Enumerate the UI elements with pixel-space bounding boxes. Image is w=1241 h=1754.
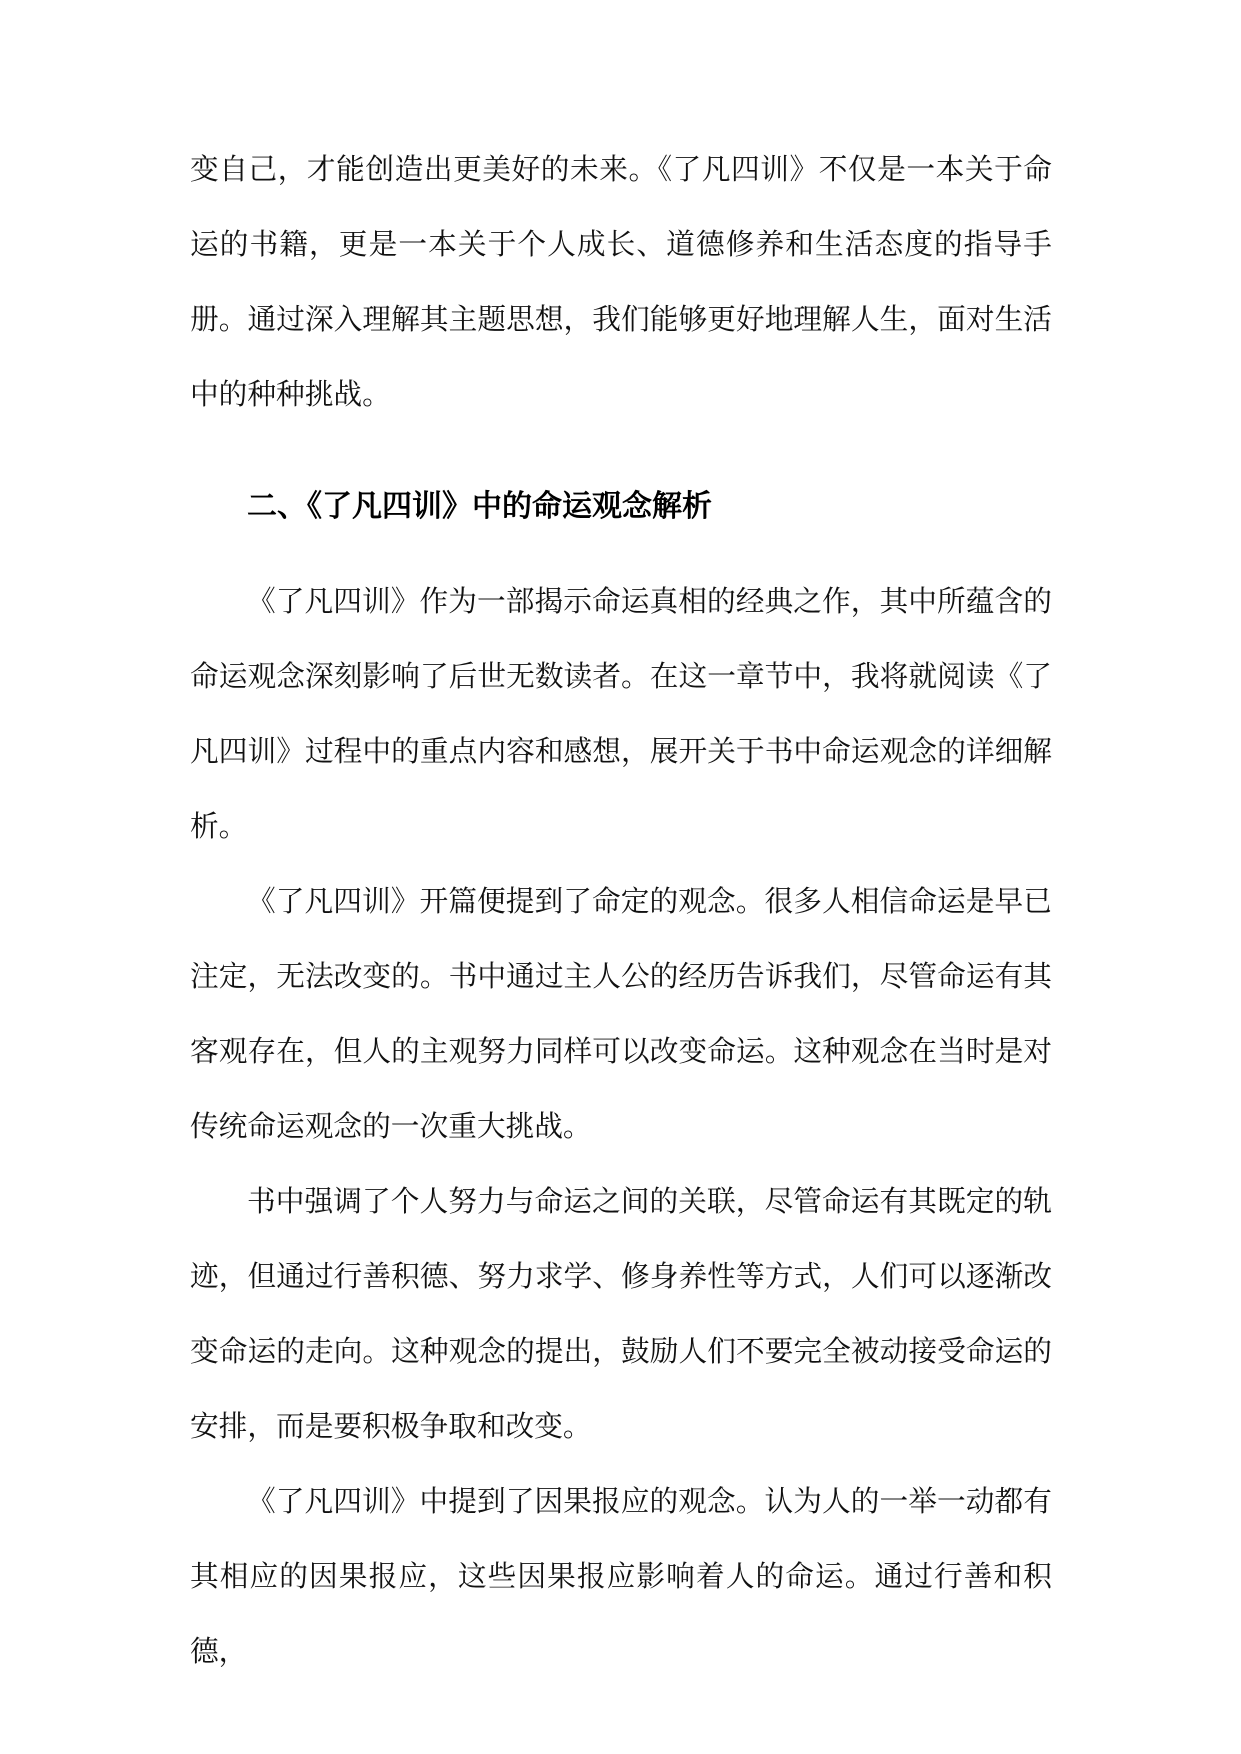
page-body: [190, 132, 1052, 1689]
section-heading: 二、《了凡四训》中的命运观念解析: [247, 489, 712, 524]
body-paragraph-1: 《了凡四训》作为一部揭示命运真相的经典之作，其中所蕴含的命运观念深刻影响了后世无数读者。在这一章节中，我将就阅读《了凡四训》过程中的重点内容和感想，展开关于书中命运观念的详细解析。: [190, 584, 1052, 843]
intro-paragraph: 变自己，才能创造出更美好的未来。《了凡四训》不仅是一本关于命运的书籍，更是一本关于个人成长、道德修养和生活态度的指导手册。通过深入理解其主题思想，我们能够更好地理解人生，面对生活中的种种挑战。: [190, 152, 1052, 411]
spacer: [190, 552, 1052, 564]
spacer: [190, 432, 1052, 462]
body-paragraph-3: 书中强调了个人努力与命运之间的关联，尽管命运有其既定的轨迹，但通过行善积德、努力求学、修身养性等方式，人们可以逐渐改变命运的走向。这种观念的提出，鼓励人们不要完全被动接受命运的安排，而是要积极争取和改变。: [190, 1184, 1052, 1443]
body-paragraph-4: 《了凡四训》中提到了因果报应的观念。认为人的一举一动都有其相应的因果报应，这些因果报应影响着人的命运。通过行善和积德，: [190, 1484, 1052, 1668]
body-paragraph-2: 《了凡四训》开篇便提到了命定的观念。很多人相信命运是早已注定，无法改变的。书中通过主人公的经历告诉我们，尽管命运有其客观存在，但人的主观努力同样可以改变命运。这种观念在当时是对传统命运观念的一次重大挑战。: [190, 884, 1052, 1143]
